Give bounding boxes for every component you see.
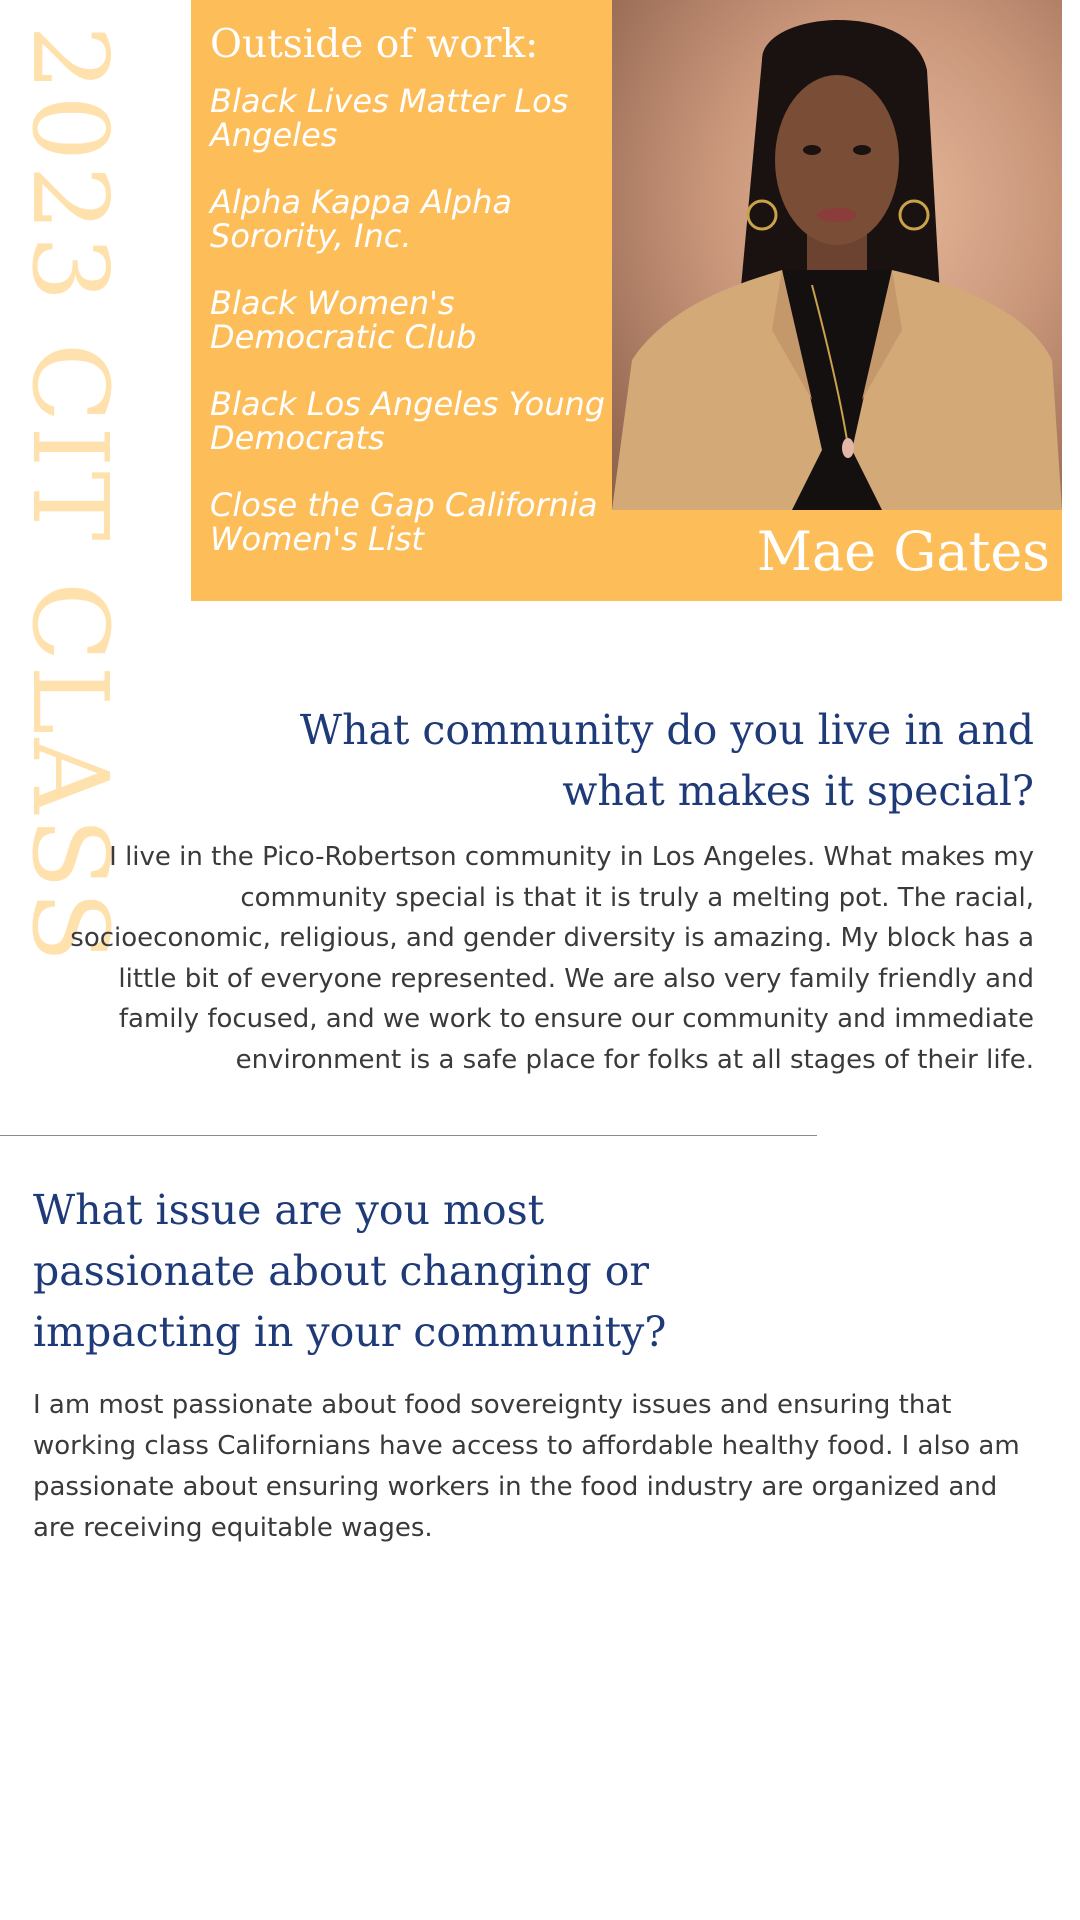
organization-item: Black Women's Democratic Club bbox=[210, 284, 477, 356]
section-divider bbox=[0, 1135, 817, 1136]
profile-name: Mae Gates bbox=[756, 520, 1050, 583]
question-answer: I live in the Pico-Robertson community in Los Angeles. What makes my community special is that it is truly a melting pot. The racial, socioeconomic, religious, and gender diversity is amazing. My block has a little bit of everyone represented. We are also very family friendly and family focused, and we work to ensure our community and immediate environment is a safe place for folks at all stages of their life. bbox=[70, 842, 1034, 1075]
class-year-text: 2023 CIT CLASS bbox=[9, 25, 131, 967]
profile-photo bbox=[612, 0, 1062, 510]
organizations-list bbox=[210, 84, 610, 589]
outside-of-work-title: Outside of work: bbox=[210, 22, 539, 67]
question-answer: I am most passionate about food sovereignty issues and ensuring that working class Californians have access to affordable healthy food. I also am passionate about ensuring workers in the food industry are organized and are receiving equitable wages. bbox=[33, 1390, 1020, 1543]
question-heading: What issue are you most passionate about changing or impacting in your community? bbox=[33, 1186, 667, 1356]
organization-item: Close the Gap California Women's List bbox=[210, 486, 598, 558]
organization-item: Black Lives Matter Los Angeles bbox=[210, 82, 569, 154]
organization-item: Alpha Kappa Alpha Sorority, Inc. bbox=[210, 183, 512, 255]
class-year-label bbox=[9, 25, 131, 967]
organization-item: Black Los Angeles Young Democrats bbox=[210, 385, 606, 457]
question-heading: What community do you live in and what makes it special? bbox=[299, 706, 1034, 815]
